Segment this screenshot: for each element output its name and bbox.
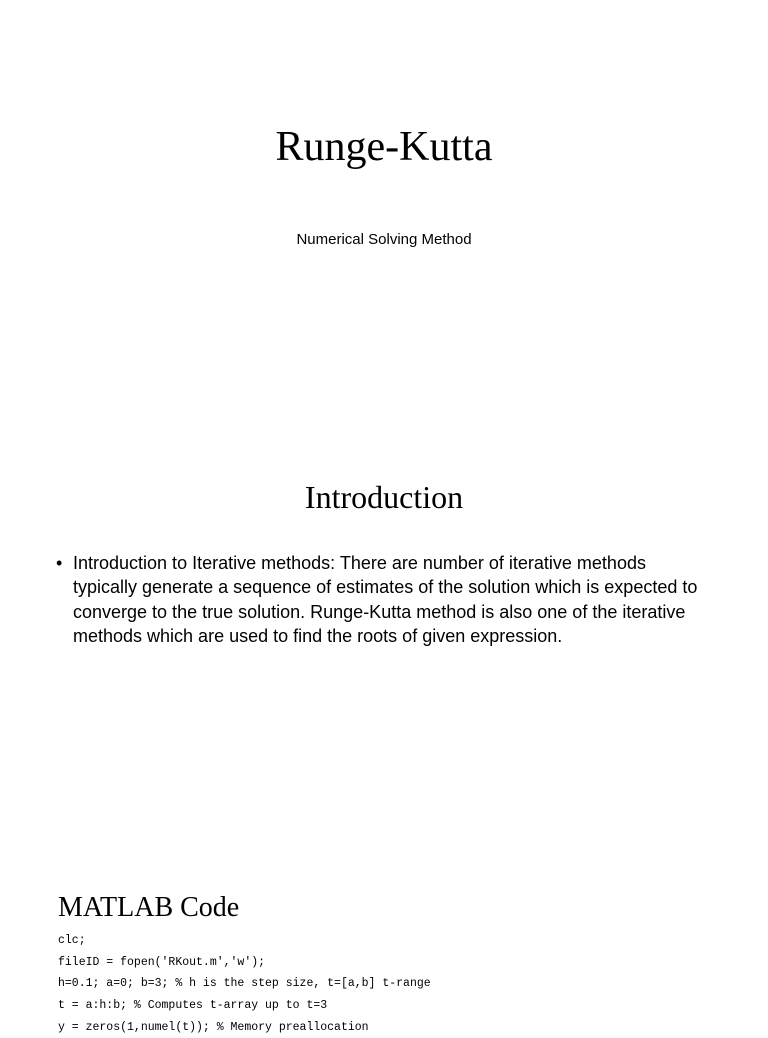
code-line: clc; — [58, 934, 86, 947]
slide-subtitle: Numerical Solving Method — [296, 231, 472, 248]
bullet-list — [56, 551, 706, 649]
slide-title: Introduction — [304, 479, 464, 515]
code-line: t = a:h:b; % Computes t-array up to t=3 — [58, 999, 328, 1013]
code-line: h=0.1; a=0; b=3; % h is the step size, t=[a,b] t-range — [58, 977, 431, 991]
code-line: y = zeros(1,numel(t)); % Memory preallocation — [58, 1020, 369, 1034]
bullet-icon: • — [56, 553, 63, 573]
code-block — [58, 930, 738, 1038]
title-slide — [0, 0, 768, 420]
bullet-item — [56, 551, 706, 649]
code-line: fileID = fopen('RKout.m','w'); — [58, 955, 266, 969]
matlab-code-slide — [0, 860, 768, 1034]
introduction-slide — [0, 420, 768, 860]
slide-title: Runge-Kutta — [275, 124, 493, 170]
bullet-text: Introduction to Iterative methods: There are number of iterative methods typically generate a sequence of estimates of the solution which is expected to converge to the true solution. Runge-Kutta method is also one of the iterative methods which are used to find the roots of given expression. — [73, 553, 698, 647]
slide-title: MATLAB Code — [58, 892, 240, 923]
